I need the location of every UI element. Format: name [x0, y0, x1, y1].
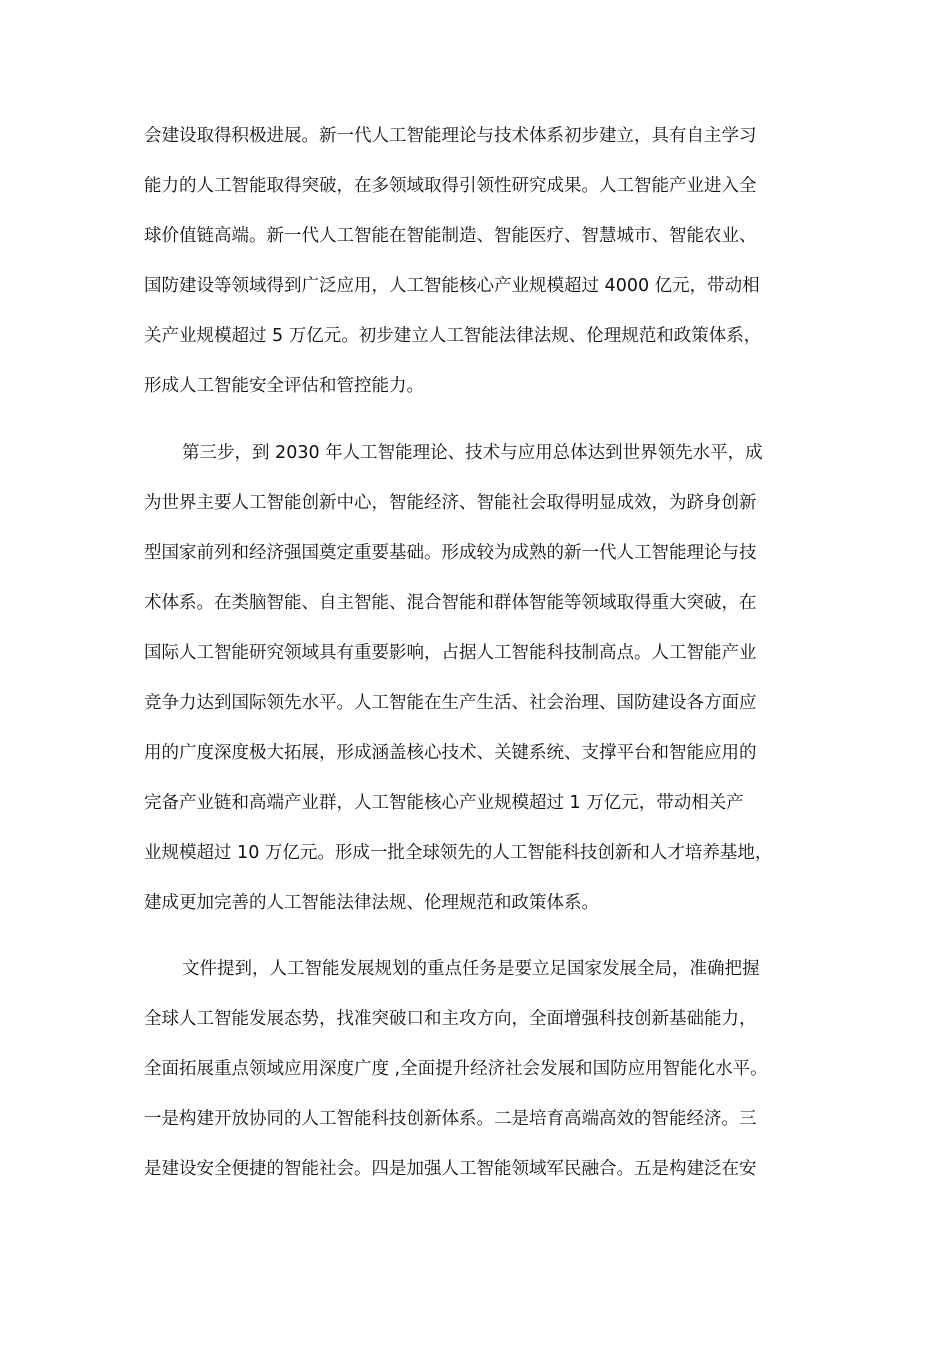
paragraph-2-line-8: 完备产业链和高端产业群，人工智能核心产业规模超过 1 万亿元，带动相关产	[144, 793, 744, 813]
paragraph-2-line-1: 第三步，到 2030 年人工智能理论、技术与应用总体达到世界领先水平，成	[182, 443, 763, 463]
paragraph-2-line-3: 型国家前列和经济强国奠定重要基础。形成较为成熟的新一代人工智能理论与技	[144, 543, 757, 563]
paragraph-1-line-2: 能力的人工智能取得突破，在多领域取得引领性研究成果。人工智能产业进入全	[144, 176, 757, 196]
paragraph-1-line-1: 会建设取得积极进展。新一代人工智能理论与技术体系初步建立，具有自主学习	[144, 126, 757, 146]
paragraph-3-line-4: 一是构建开放协同的人工智能科技创新体系。二是培育高端高效的智能经济。三	[144, 1109, 757, 1129]
paragraph-2-line-5: 国际人工智能研究领域具有重要影响，占据人工智能科技制高点。人工智能产业	[144, 643, 757, 663]
paragraph-3-line-3: 全面拓展重点领域应用深度广度 ,全面提升经济社会发展和国防应用智能化水平。	[144, 1059, 768, 1079]
paragraph-1-line-3: 球价值链高端。新一代人工智能在智能制造、智能医疗、智慧城市、智能农业、	[144, 226, 757, 246]
paragraph-2-line-10: 建成更加完善的人工智能法律法规、伦理规范和政策体系。	[144, 893, 599, 913]
paragraph-2-line-9: 业规模超过 10 万亿元。形成一批全球领先的人工智能科技创新和人才培养基地，	[144, 843, 773, 863]
paragraph-2-line-2: 为世界主要人工智能创新中心，智能经济、智能社会取得明显成效，为跻身创新	[144, 493, 757, 513]
paragraph-1-line-5: 关产业规模超过 5 万亿元。初步建立人工智能法律法规、伦理规范和政策体系，	[144, 326, 762, 346]
paragraph-2-line-4: 术体系。在类脑智能、自主智能、混合智能和群体智能等领域取得重大突破，在	[144, 593, 757, 613]
paragraph-2-line-6: 竞争力达到国际领先水平。人工智能在生产生活、社会治理、国防建设各方面应	[144, 693, 757, 713]
paragraph-1-line-6: 形成人工智能安全评估和管控能力。	[144, 376, 424, 396]
paragraph-1-line-4: 国防建设等领域得到广泛应用，人工智能核心产业规模超过 4000 亿元，带动相	[144, 276, 760, 296]
paragraph-3-line-2: 全球人工智能发展态势，找准突破口和主攻方向，全面增强科技创新基础能力，	[144, 1009, 757, 1029]
paragraph-3-line-5: 是建设安全便捷的智能社会。四是加强人工智能领域军民融合。五是构建泛在安	[144, 1159, 757, 1179]
paragraph-2-line-7: 用的广度深度极大拓展，形成涵盖核心技术、关键系统、支撑平台和智能应用的	[144, 743, 757, 763]
paragraph-3-line-1: 文件提到，人工智能发展规划的重点任务是要立足国家发展全局，准确把握	[182, 959, 760, 979]
